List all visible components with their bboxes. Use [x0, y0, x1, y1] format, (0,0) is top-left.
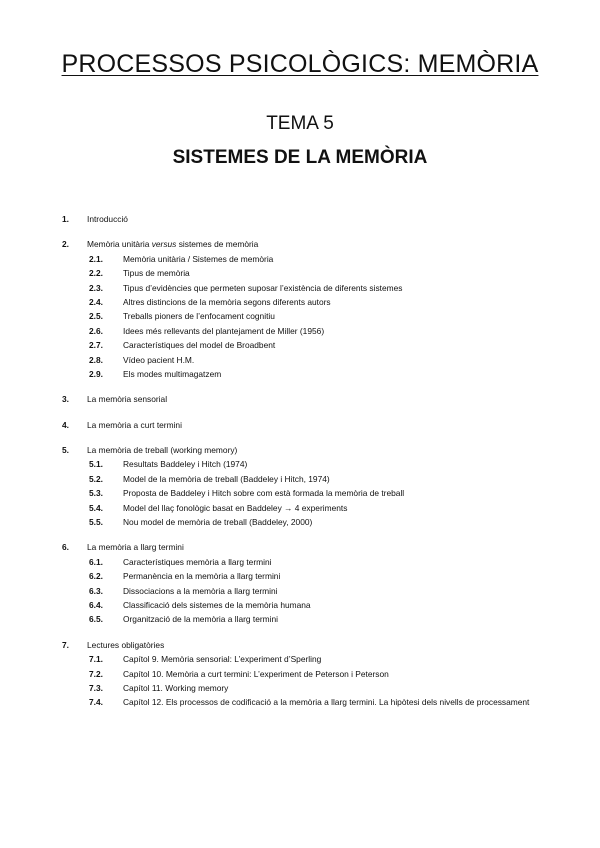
toc-subitem: [0, 311, 600, 325]
subitem-title: Treballs pioners de l’enfocament cognitiu: [123, 311, 275, 322]
subitem-title: Tipus de memòria: [123, 268, 190, 279]
subitem-title: Característiques memòria a llarg termini: [123, 556, 272, 567]
subitem-title: Tipus d’evidències que permeten suposar l’existència de diferents sistemes: [123, 282, 403, 293]
subitem-number: 2.7.: [89, 340, 103, 351]
topic-number: TEMA 5: [266, 113, 334, 134]
section-title: La memòria sensorial: [87, 394, 168, 405]
toc-subitem: [0, 669, 600, 683]
subitem-title: Permanència en la memòria a llarg termini: [123, 571, 281, 582]
subitem-title: Capítol 11. Working memory: [123, 682, 229, 693]
section-title: Lectures obligatòries: [87, 639, 165, 650]
section-number: 7.: [62, 639, 69, 650]
subitem-number: 5.4.: [89, 502, 103, 513]
toc-subitem: [0, 369, 600, 383]
subitem-number: 2.1.: [89, 253, 103, 264]
toc-heading: [0, 640, 600, 654]
subitem-title: Capítol 9. Memòria sensorial: L’experiment d’Sperling: [123, 654, 322, 665]
toc-heading: [0, 542, 600, 556]
toc-subitem: [0, 474, 600, 488]
subitem-title: Capítol 12. Els processos de codificació a la memòria a llarg termini. La hipòtesi dels nivells de processament: [123, 697, 530, 708]
section-number: 1.: [62, 214, 69, 224]
subitem-number: 2.3.: [89, 282, 103, 293]
toc-heading: [0, 420, 600, 434]
toc-subitem: [0, 268, 600, 282]
topic-title: SISTEMES DE LA MEMÒRIA: [172, 147, 428, 168]
subitem-title: Proposta de Baddeley i Hitch sobre com està formada la memòria de treball: [123, 488, 405, 499]
toc-heading: [0, 445, 600, 459]
toc-subitem: [0, 586, 600, 600]
table-of-contents: [0, 214, 600, 723]
toc-subitem: [0, 459, 600, 473]
subitem-number: 7.2.: [89, 668, 103, 679]
subitem-number: 7.4.: [89, 697, 103, 708]
subitem-number: 2.2.: [89, 268, 103, 279]
subitem-number: 6.3.: [89, 585, 103, 596]
subitem-title: Idees més rellevants del plantejament de Miller (1956): [123, 325, 325, 336]
toc-subitem: [0, 697, 600, 711]
section-title: Introducció: [87, 214, 128, 224]
toc-subitem: [0, 503, 600, 517]
section-title: [87, 239, 258, 250]
subitem-title: Organització de la memòria a llarg termini: [123, 614, 278, 625]
subitem-title: Nou model de memòria de treball (Baddeley, 2000): [123, 517, 313, 528]
subitem-number: 5.1.: [89, 459, 103, 470]
toc-section: [0, 214, 600, 228]
toc-subitem: [0, 614, 600, 628]
subitem-number: 7.1.: [89, 654, 103, 665]
subitem-title: Altres distincions de la memòria segons diferents autors: [123, 296, 331, 307]
subitem-title: Els modes multimagatzem: [123, 368, 222, 379]
toc-section: [0, 239, 600, 383]
toc-subitem: [0, 254, 600, 268]
title-part: sistemes de memòria: [176, 239, 259, 250]
subitem-number: 6.5.: [89, 614, 103, 625]
subitem-number: 2.4.: [89, 296, 103, 307]
toc-subitem: [0, 517, 600, 531]
section-number: 5.: [62, 445, 69, 456]
subitem-number: 5.5.: [89, 517, 103, 528]
toc-heading: [0, 239, 600, 253]
toc-subitem: [0, 683, 600, 697]
toc-heading: [0, 214, 600, 228]
title-part: Memòria unitària: [87, 239, 152, 250]
subitem-title: Vídeo pacient H.M.: [123, 354, 195, 365]
subitem-title: Memòria unitària / Sistemes de memòria: [123, 253, 274, 264]
section-number: 6.: [62, 542, 69, 553]
subitem-number: 2.5.: [89, 311, 103, 322]
toc-subitem: [0, 571, 600, 585]
subitem-title: Característiques del model de Broadbent: [123, 340, 276, 351]
subitem-title: Capítol 10. Memòria a curt termini: L’experiment de Peterson i Peterson: [123, 668, 389, 679]
subitem-title: Model del llaç fonològic basat en Baddeley → 4 experiments: [123, 502, 348, 513]
section-number: 4.: [62, 419, 69, 430]
toc-subitem: [0, 557, 600, 571]
toc-section: [0, 394, 600, 408]
section-number: 3.: [62, 394, 69, 405]
section-title: La memòria de treball (working memory): [87, 445, 238, 456]
toc-section: [0, 640, 600, 712]
toc-subitem: [0, 340, 600, 354]
toc-subitem: [0, 600, 600, 614]
section-title: La memòria a curt termini: [87, 419, 182, 430]
subitem-number: 6.2.: [89, 571, 103, 582]
course-title: PROCESSOS PSICOLÒGICS: MEMÒRIA: [61, 50, 539, 78]
toc-subitem: [0, 488, 600, 502]
toc-subitem: [0, 283, 600, 297]
subitem-number: 6.4.: [89, 599, 103, 610]
subitem-title: Classificació dels sistemes de la memòria humana: [123, 599, 311, 610]
subitem-number: 5.2.: [89, 473, 103, 484]
toc-subitem: [0, 326, 600, 340]
toc-subitem: [0, 654, 600, 668]
toc-heading: [0, 394, 600, 408]
subitem-number: 6.1.: [89, 556, 103, 567]
section-title: La memòria a llarg termini: [87, 542, 184, 553]
subitem-number: 2.8.: [89, 354, 103, 365]
subitem-number: 7.3.: [89, 682, 103, 693]
toc-subitem: [0, 297, 600, 311]
subitem-number: 2.9.: [89, 368, 103, 379]
subitem-title: Model de la memòria de treball (Baddeley i Hitch, 1974): [123, 473, 330, 484]
subitem-number: 5.3.: [89, 488, 103, 499]
title-italic-part: versus: [151, 239, 177, 250]
subitem-number: 2.6.: [89, 325, 103, 336]
toc-subitem: [0, 355, 600, 369]
toc-section: [0, 542, 600, 628]
toc-section: [0, 420, 600, 434]
subitem-title: Resultats Baddeley i Hitch (1974): [123, 459, 248, 470]
toc-section: [0, 445, 600, 531]
section-number: 2.: [62, 239, 69, 250]
subitem-title: Dissociacions a la memòria a llarg termini: [123, 585, 278, 596]
